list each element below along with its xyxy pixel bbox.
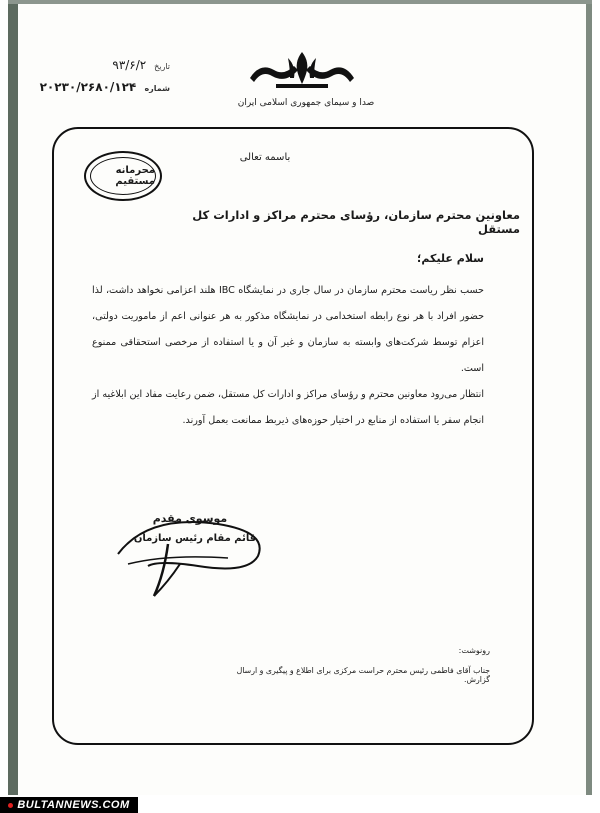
bismillah-heading: باسمه تعالی bbox=[239, 152, 291, 163]
watermark-text: BULTANNEWS.COM bbox=[17, 799, 130, 811]
letter-paragraph-2: انتظار می‌رود معاونین محترم و رؤسای مراکز و ادارات کل مستقل، ضمن رعایت مفاد این ابلاغیه از انجام سفر یا استفاده از منابع در اختیار حوزه‌های ذیربط ممانعت بعمل آورند. bbox=[92, 389, 484, 426]
header-number bbox=[36, 80, 170, 94]
header-date-label: تاریخ bbox=[154, 62, 170, 71]
handwritten-signature-icon bbox=[108, 504, 278, 604]
emblem-logo-icon bbox=[246, 48, 358, 92]
stamp-text: محرمانه مستقیم bbox=[90, 157, 156, 195]
watermark-banner bbox=[0, 797, 138, 813]
letter-recipient: معاونین محترم سازمان، رؤسای محترم مراکز و ادارات کل مستقل bbox=[192, 208, 520, 236]
confidential-stamp bbox=[84, 151, 162, 201]
header-date bbox=[40, 58, 170, 72]
header-number-value: ۲۰۲۳۰/۲۶۸۰/۱۲۴ bbox=[39, 80, 137, 94]
cc-label: رونوشت: bbox=[458, 646, 490, 655]
scan-edge-right bbox=[586, 0, 592, 795]
header-number-label: شماره bbox=[144, 84, 170, 93]
org-name: صدا و سیمای جمهوری اسلامی ایران bbox=[237, 98, 375, 108]
letter-paragraph-1: حسب نظر ریاست محترم سازمان در سال جاری در نمایشگاه IBC هلند اعزامی نخواهد داشت، لذا حضور افراد با هر نوع رابطه استخدامی در نمایشگاه مذکور به هر عنوانی اعم از ماموریت دولتی، اعزام توسط شرکت‌های وابسته به سازمان و غیر آن و یا استفاده از مرخصی استحقاقی ممنوع است. bbox=[92, 285, 484, 374]
watermark-dot-icon bbox=[8, 803, 13, 808]
header-date-value: ۹۳/۶/۲ bbox=[112, 58, 147, 72]
letter-greeting: سلام علیکم؛ bbox=[417, 252, 484, 265]
signer-title: قائم مقام رئیس سازمان bbox=[133, 533, 257, 544]
signer-name: موسوی مقدم bbox=[152, 512, 228, 525]
scan-edge-left bbox=[8, 0, 18, 795]
cc-text: جناب آقای فاطمی رئیس محترم حراست مرکزی برای اطلاع و پیگیری و ارسال گزارش. bbox=[236, 666, 490, 684]
